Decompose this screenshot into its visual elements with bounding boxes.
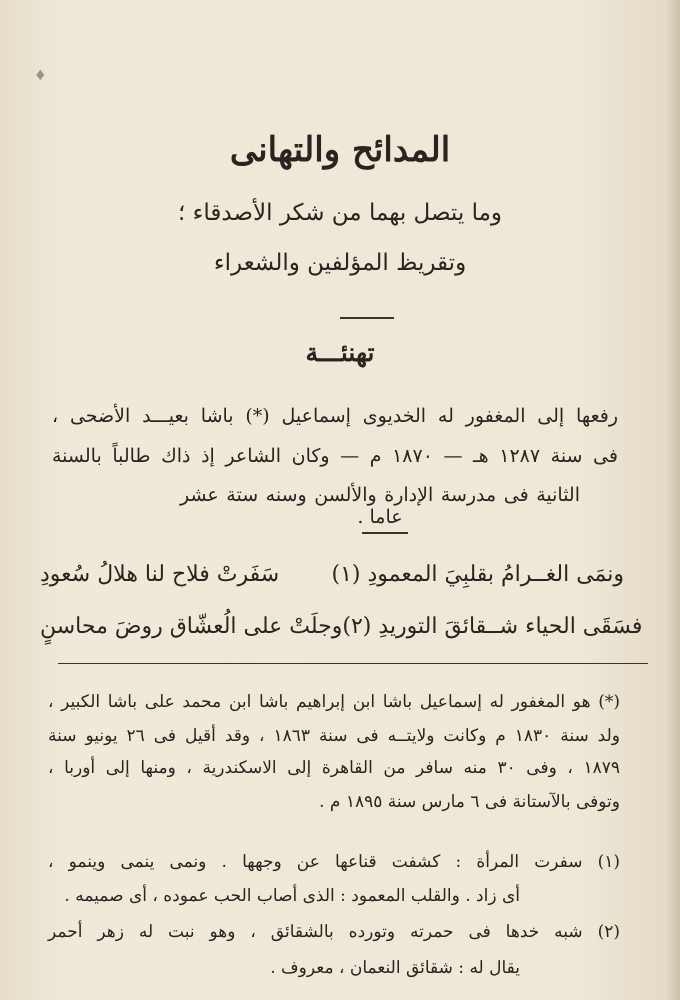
- footnote-line: ولد سنة ١٨٣٠ م وكانت ولايتــه فى سنة ١٨٦٣ ، وقد أقيل فى ٢٦ يونيو سنة: [48, 726, 620, 746]
- footnote-line: وتوفى بالآستانة فى ٦ مارس سنة ١٨٩٥ م .: [319, 792, 620, 812]
- chapter-title: المدائح والتهانى: [229, 130, 451, 170]
- section-heading: تهنئـــة: [305, 338, 375, 367]
- footnote-line: يقال له : شقائق النعمان ، معروف .: [270, 958, 520, 978]
- verse-line: [40, 562, 624, 587]
- pencil-mark: ♦: [34, 68, 47, 84]
- footnote-line: (١) سفرت المرأة : كشفت قناعها عن وجهها . ونمى ينمى وينمو ،: [48, 852, 620, 872]
- intro-line: الثانية فى مدرسة الإدارة والألسن وسنه ستة عشر عاما .: [180, 484, 580, 528]
- divider-rule: [362, 532, 408, 534]
- footnote-line: ١٨٧٩ ، وفى ٣٠ منه سافر من القاهرة إلى الاسكندرية ، ومنها إلى أوربا ،: [48, 758, 620, 778]
- chapter-subtitle-1: وما يتصل بهما من شكر الأصدقاء ؛: [177, 200, 503, 226]
- verse-first-hemistich: سَفَرتْ فلاح لنا هلالُ سُعودِ: [40, 562, 280, 587]
- verse-second-hemistich: ونمَى الغــرامُ بقلبِيَ المعمودِ (١): [331, 562, 624, 587]
- divider-rule: [340, 317, 394, 319]
- intro-line: فى سنة ١٢٨٧ هـ — ١٨٧٠ م — وكان الشاعر إذ ذاك طالباً بالسنة: [52, 445, 618, 467]
- verse-line: [40, 614, 643, 639]
- intro-line: رفعها إلى المغفور له الخديوى إسماعيل (*) باشا بعيـــد الأضحى ،: [52, 405, 618, 427]
- footnote-separator: [58, 663, 648, 664]
- verse-second-hemistich: فسَقَى الحياء شــقائقَ التوريدِ (٢): [342, 614, 643, 639]
- chapter-subtitle-2: وتقريظ المؤلفين والشعراء: [213, 250, 467, 276]
- footnote-line: (*) هو المغفور له إسماعيل باشا ابن إبراهيم باشا ابن محمد على باشا الكبير ،: [48, 692, 620, 712]
- verse-first-hemistich: وجلَتْ على الُعشّاق روضَ محاسنٍ: [40, 614, 343, 639]
- footnote-line: (٢) شبه خدها فى حمرته وتورده بالشقائق ، وهو نبت له زهر أحمر: [48, 922, 620, 942]
- footnote-line: أى زاد . والقلب المعمود : الذى أصاب الحب عموده ، أى صميمه .: [64, 886, 520, 906]
